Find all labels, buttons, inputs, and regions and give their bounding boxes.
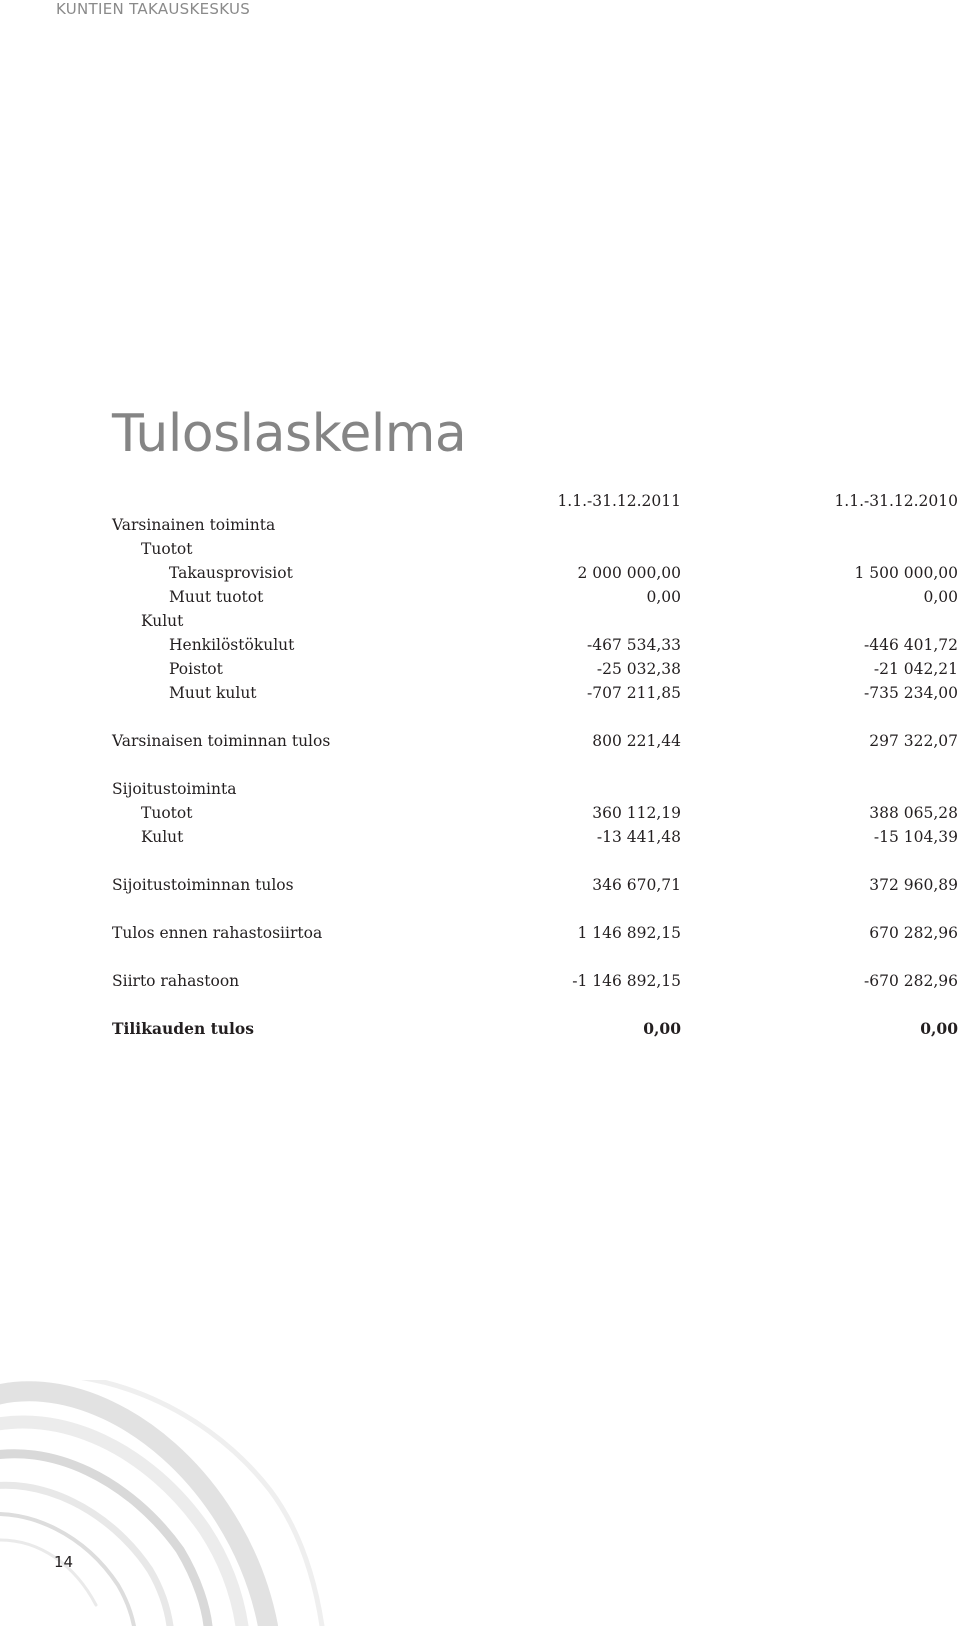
value-2011: 346 670,71 <box>592 876 681 894</box>
line-item-muut-kulut <box>0 682 960 704</box>
subsection-row-tuotot <box>0 538 960 560</box>
value-2011: -13 441,48 <box>596 828 681 846</box>
subtotal-row-varsinaisen-toiminnan-tulos <box>0 730 960 752</box>
page-title: Tuloslaskelma <box>112 404 467 464</box>
value-2011: 0,00 <box>646 588 681 606</box>
value-2010: 670 282,96 <box>869 924 958 942</box>
value-2010: 372 960,89 <box>869 876 958 894</box>
row-label: Tulos ennen rahastosiirtoa <box>112 924 323 942</box>
section-row-sijoitustoiminta <box>0 778 960 800</box>
page-number: 14 <box>54 1553 74 1571</box>
decorative-swirl-graphic <box>0 1380 340 1626</box>
value-2010: -15 104,39 <box>873 828 958 846</box>
row-label: Muut kulut <box>169 684 257 702</box>
value-2010: 1 500 000,00 <box>854 564 958 582</box>
subtotal-row-tulos-ennen-rahastosiirtoa <box>0 922 960 944</box>
subtotal-row-sijoitustoiminnan-tulos <box>0 874 960 896</box>
total-row-tilikauden-tulos <box>0 1018 960 1040</box>
value-2010: -735 234,00 <box>864 684 958 702</box>
value-2011: 360 112,19 <box>592 804 681 822</box>
value-2010: -21 042,21 <box>873 660 958 678</box>
value-2010: 297 322,07 <box>869 732 958 750</box>
row-label: Kulut <box>141 612 184 630</box>
value-2011: 0,00 <box>643 1019 681 1038</box>
running-header: KUNTIEN TAKAUSKESKUS <box>56 0 251 18</box>
value-2011: -707 211,85 <box>587 684 681 702</box>
line-item-takausprovisiot <box>0 562 960 584</box>
value-2010: 388 065,28 <box>869 804 958 822</box>
value-2011: 2 000 000,00 <box>577 564 681 582</box>
subsection-row-kulut <box>0 610 960 632</box>
row-label: Tuotot <box>141 540 193 558</box>
value-2011: 1 146 892,15 <box>577 924 681 942</box>
line-item-poistot <box>0 658 960 680</box>
line-item-muut-tuotot <box>0 586 960 608</box>
value-2010: 0,00 <box>920 1019 958 1038</box>
column-header-row <box>0 490 960 512</box>
value-2011: 800 221,44 <box>592 732 681 750</box>
row-label: Siirto rahastoon <box>112 972 240 990</box>
value-2011: -1 146 892,15 <box>572 972 681 990</box>
section-row-varsinainen-toiminta <box>0 514 960 536</box>
row-label: Tilikauden tulos <box>112 1019 254 1038</box>
row-label: Sijoitustoiminta <box>112 780 237 798</box>
row-label: Varsinainen toiminta <box>112 516 276 534</box>
value-2011: -25 032,38 <box>596 660 681 678</box>
row-label: Sijoitustoiminnan tulos <box>112 876 294 894</box>
row-label: Varsinaisen toiminnan tulos <box>112 732 331 750</box>
value-2010: -670 282,96 <box>864 972 958 990</box>
column-header-2011: 1.1.-31.12.2011 <box>557 492 681 510</box>
row-label: Poistot <box>169 660 223 678</box>
value-2010: 0,00 <box>923 588 958 606</box>
value-2010: -446 401,72 <box>864 636 958 654</box>
row-label: Tuotot <box>141 804 193 822</box>
row-label: Takausprovisiot <box>169 564 293 582</box>
row-label: Henkilöstökulut <box>169 636 295 654</box>
line-item-siirto-rahastoon <box>0 970 960 992</box>
value-2011: -467 534,33 <box>587 636 681 654</box>
column-header-2010: 1.1.-31.12.2010 <box>834 492 958 510</box>
row-label: Kulut <box>141 828 184 846</box>
row-label: Muut tuotot <box>169 588 264 606</box>
line-item-sijoitus-kulut <box>0 826 960 848</box>
line-item-sijoitus-tuotot <box>0 802 960 824</box>
line-item-henkilostokulut <box>0 634 960 656</box>
